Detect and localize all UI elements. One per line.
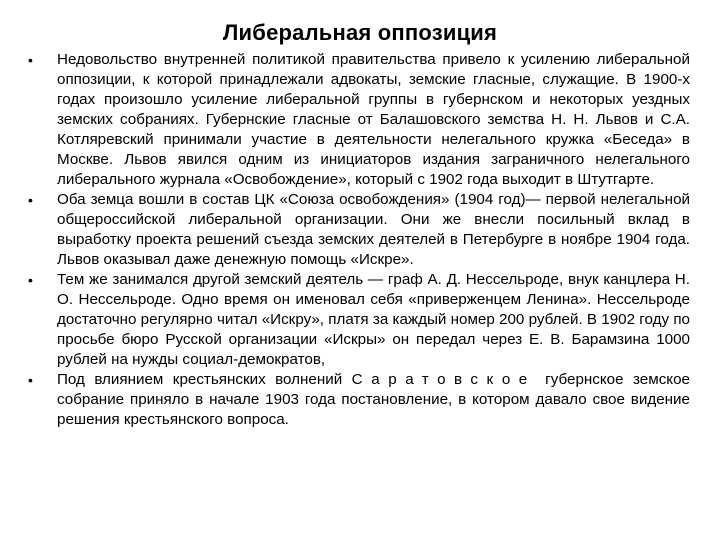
bullet-dot-icon: • (28, 52, 33, 68)
bullet-text-before: Под влиянием крестьянских волнений (57, 371, 352, 388)
bullet-text-after: губернское земское собрание приняло в начале 1903 года постановление, в котором давало свое видение решения крестьянского вопроса. (57, 371, 690, 428)
bullet-dot-icon: • (28, 192, 33, 208)
bullet-item (24, 270, 690, 370)
bullet-item (24, 190, 690, 270)
bullet-text-spaced: Саратовское (351, 371, 536, 388)
bullet-text: Недовольство внутренней политикой правительства привело к усилению либеральной оппозиции, к которой принадлежали адвокаты, земские гласные, служащие. В 1900-х годах произошло усиление либеральной группы в губернском и некоторых уездных земских собраниях. Губернские гласные от Балашовского земства Н. Н. Львов и С.А. Котляревский принимали участие в деятельности нелегального кружка «Беседа» в Москве. Львов явился одним из инициаторов издания заграничного нелегального либерального журнала «Освобождение», который с 1902 года выходит в Штутгарте. (57, 51, 690, 188)
bullet-dot-icon: • (28, 272, 33, 288)
bullet-text: Оба земца вошли в состав ЦК «Союза освобождения» (1904 год)— первой нелегальной общероссийской либеральной организации. Они же внесли посильный вклад в выработку проекта решений съезда земских деятелей в Петербурге в ноябре 1904 года. Львов оказывал даже денежную помощь «Искре». (57, 191, 690, 268)
bullet-item (24, 370, 690, 430)
slide-title: Либеральная оппозиция (222, 20, 498, 45)
bullet-text: Тем же занимался другой земский деятель — граф А. Д. Нессельроде, внук канцлера Н. О. Нессельроде. Одно время он именовал себя «приверженцем Ленина». Нессельроде достаточно регулярно читал «Искру», платя за каждый номер 200 рублей. В 1902 году по просьбе бюро Русской организации «Искры» он передал через Е. В. Барамзина 1000 рублей на нужды социал-демократов, (57, 271, 690, 368)
bullet-dot-icon: • (28, 372, 33, 388)
bullet-item (24, 50, 690, 190)
bullet-list (24, 50, 690, 430)
bullet-text (57, 370, 690, 430)
